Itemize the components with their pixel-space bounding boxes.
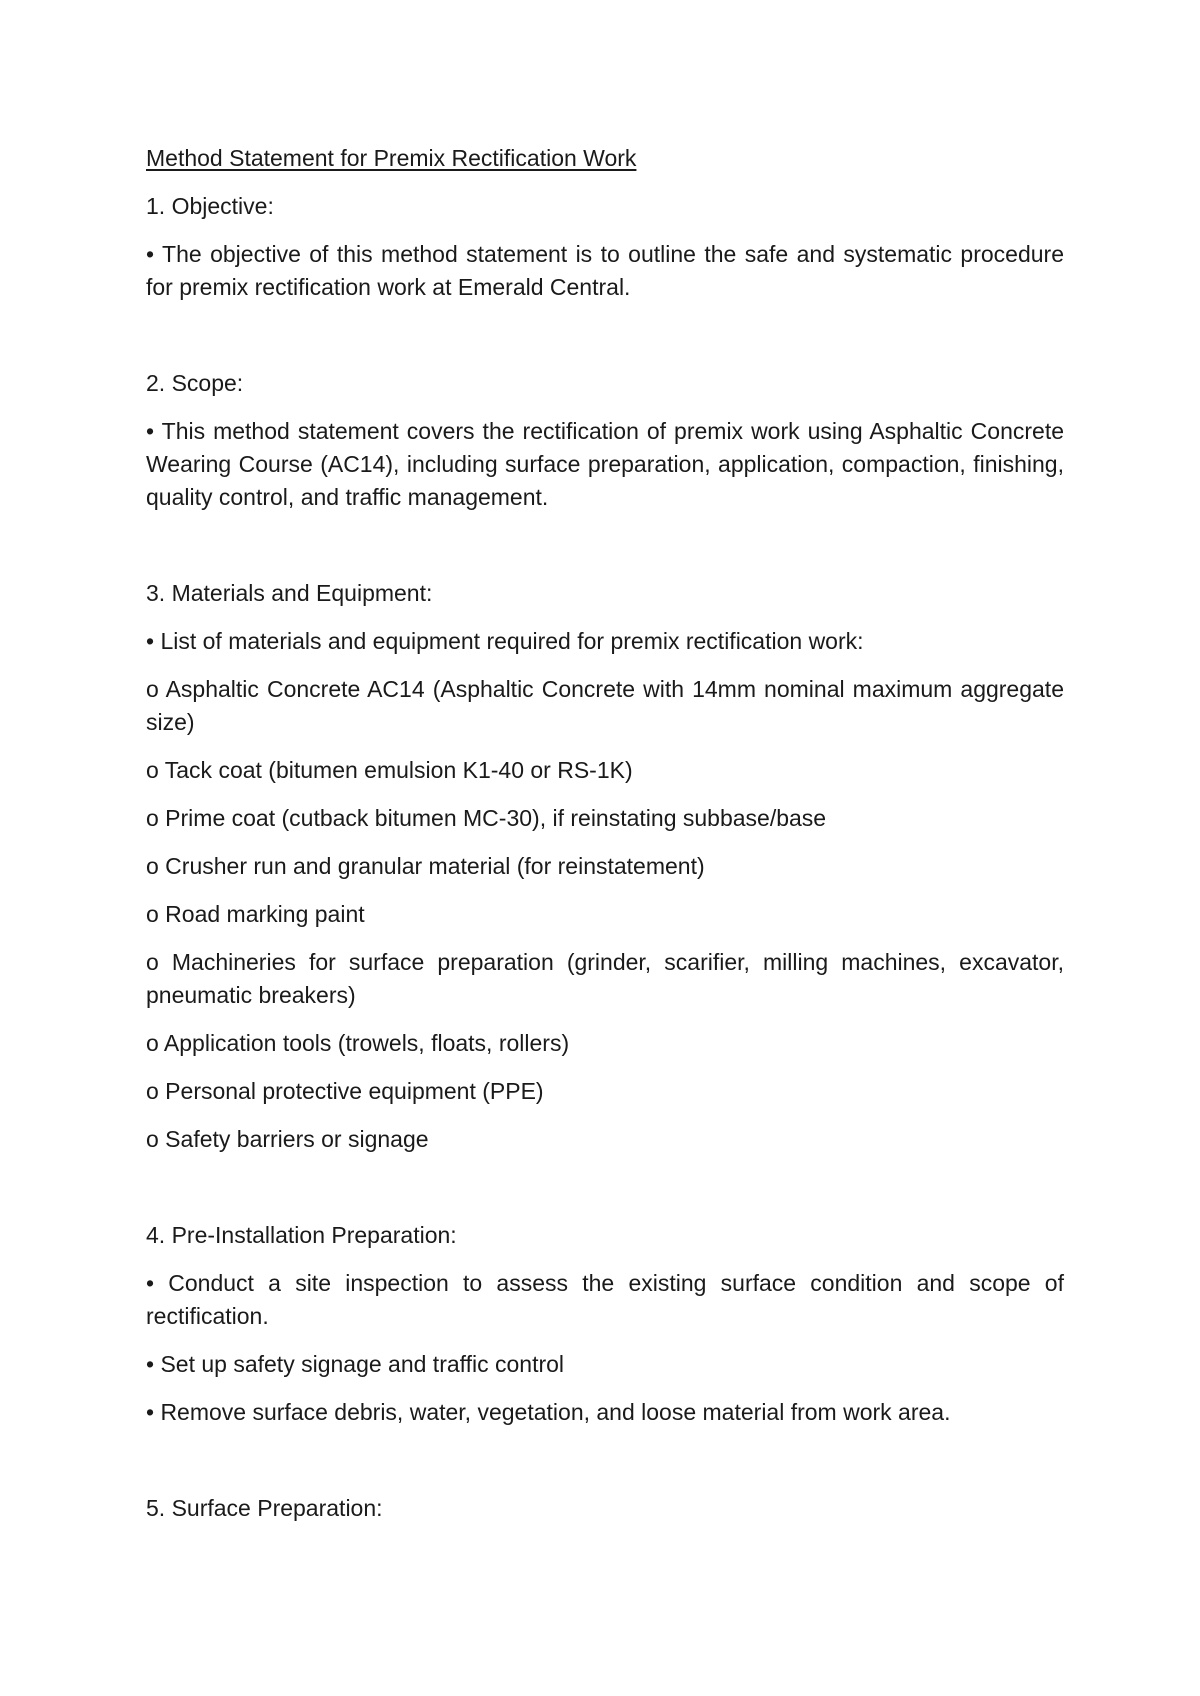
list-item: o Application tools (trowels, floats, rollers) — [146, 1030, 570, 1056]
section-heading: 1. Objective: — [146, 193, 274, 219]
section-surface-preparation — [146, 1492, 1064, 1525]
list-item: o Machineries for surface preparation (grinder, scarifier, milling machines, excavator, pneumatic breakers) — [146, 949, 1064, 1008]
list-item: o Tack coat (bitumen emulsion K1-40 or RS-1K) — [146, 757, 633, 783]
section-spacer — [146, 319, 1064, 367]
section-heading: 3. Materials and Equipment: — [146, 580, 433, 606]
section-spacer — [146, 529, 1064, 577]
list-item: o Road marking paint — [146, 901, 365, 927]
section-heading: 5. Surface Preparation: — [146, 1495, 383, 1521]
section-objective — [146, 190, 1064, 304]
list-item: o Asphaltic Concrete AC14 (Asphaltic Concrete with 14mm nominal maximum aggregate size) — [146, 676, 1064, 735]
list-item: o Prime coat (cutback bitumen MC-30), if reinstating subbase/base — [146, 805, 827, 831]
bullet-paragraph: • Remove surface debris, water, vegetation, and loose material from work area. — [146, 1399, 951, 1425]
list-item: o Crusher run and granular material (for reinstatement) — [146, 853, 705, 879]
bullet-paragraph: • This method statement covers the rectification of premix work using Asphaltic Concrete Wearing Course (AC14), including surface preparation, application, compaction, finishing, quality control, and traffic management. — [146, 418, 1064, 510]
section-pre-installation — [146, 1219, 1064, 1429]
section-spacer — [146, 1171, 1064, 1219]
bullet-paragraph: • The objective of this method statement is to outline the safe and systematic procedure for premix rectification work at Emerald Central. — [146, 241, 1064, 300]
document-page — [146, 142, 1064, 1540]
list-item: o Personal protective equipment (PPE) — [146, 1078, 544, 1104]
bullet-paragraph: • Conduct a site inspection to assess the existing surface condition and scope of rectification. — [146, 1270, 1064, 1329]
bullet-paragraph: • Set up safety signage and traffic control — [146, 1351, 565, 1377]
list-item: o Safety barriers or signage — [146, 1126, 429, 1152]
section-spacer — [146, 1444, 1064, 1492]
bullet-paragraph: • List of materials and equipment required for premix rectification work: — [146, 628, 864, 654]
section-heading: 4. Pre-Installation Preparation: — [146, 1222, 457, 1248]
section-heading: 2. Scope: — [146, 370, 244, 396]
document-title: Method Statement for Premix Rectification Work — [146, 145, 637, 171]
section-materials-equipment — [146, 577, 1064, 1156]
section-scope — [146, 367, 1064, 514]
